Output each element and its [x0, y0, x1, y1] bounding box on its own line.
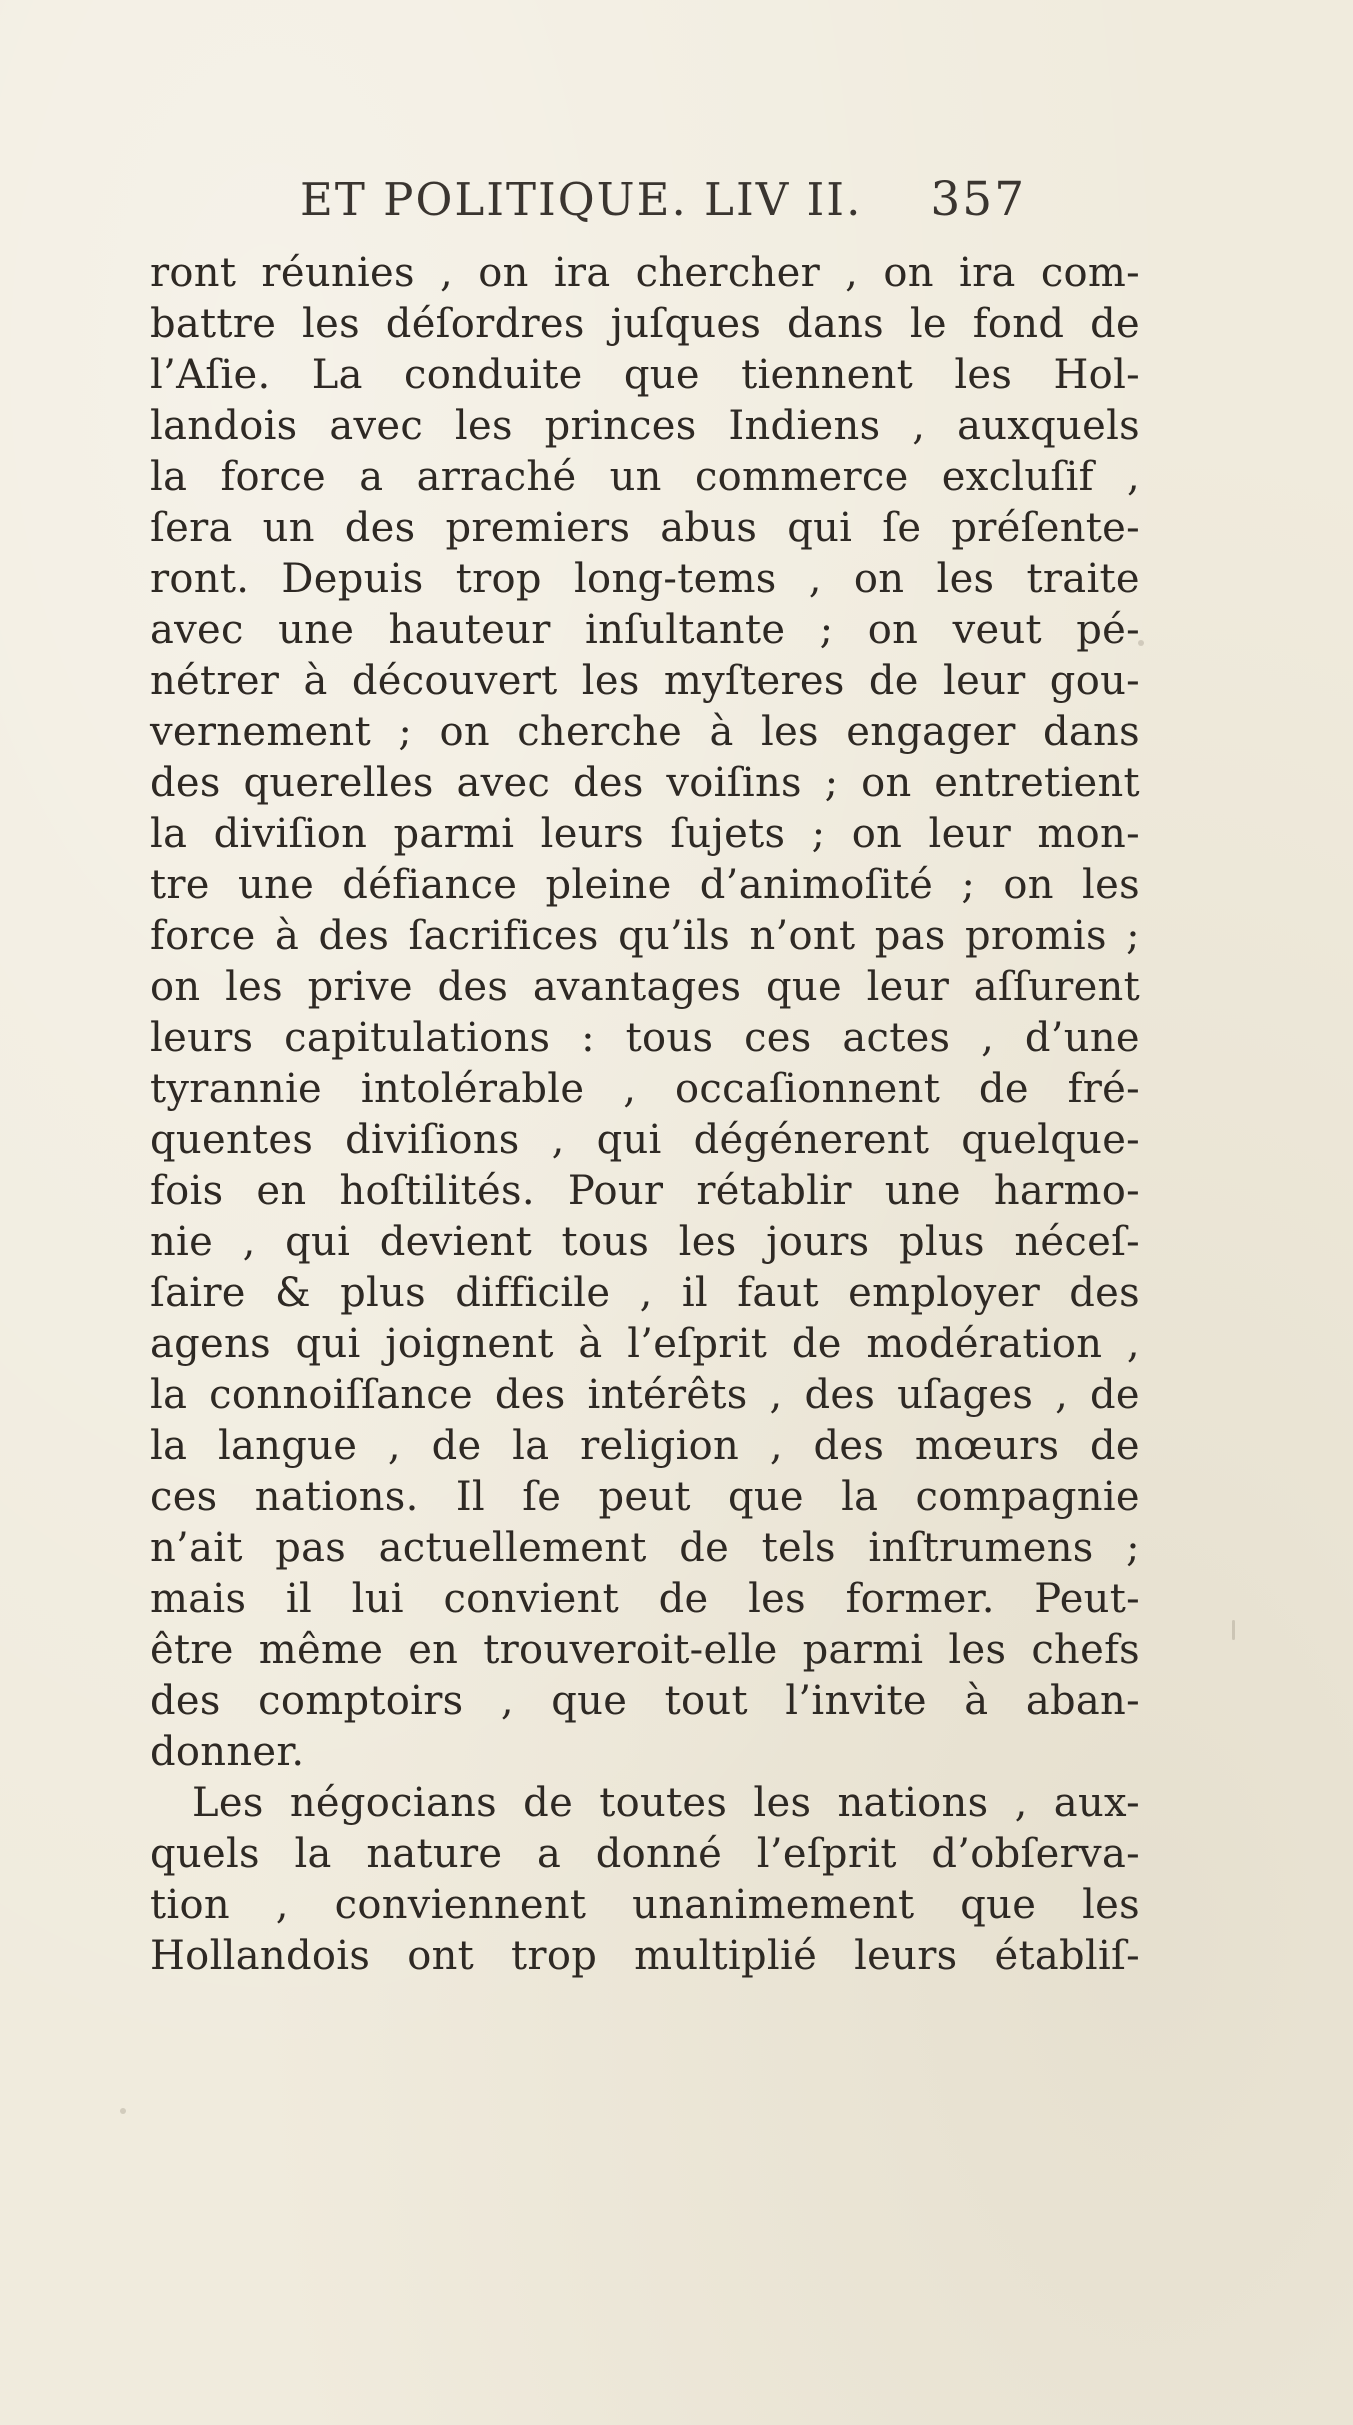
text-line: ſera un des premiers abus qui ſe préſente-: [150, 505, 1140, 551]
text-line: n’ait pas actuellement de tels inſtrumens ;: [150, 1525, 1140, 1571]
text-line: nétrer à découvert les myſteres de leur gou-: [150, 658, 1140, 704]
text-line: des comptoirs , que tout l’invite à aban-: [150, 1678, 1140, 1724]
text-line: la force a arraché un commerce excluſif ,: [150, 454, 1140, 500]
text-line: quentes diviſions , qui dégénerent quelque-: [150, 1117, 1140, 1163]
text-line: Hollandois ont trop multiplié leurs établiſ-: [150, 1933, 1140, 1979]
text-line: avec une hauteur inſultante ; on veut pé-: [150, 607, 1140, 653]
text-line: des querelles avec des voiſins ; on entretient: [150, 760, 1140, 806]
running-title: ET POLITIQUE. LIV II.: [300, 173, 863, 226]
text-line: landois avec les princes Indiens , auxquels: [150, 403, 1140, 449]
text-line: ſaire & plus difficile , il faut employer des: [150, 1270, 1140, 1316]
text-line: force à des ſacrifices qu’ils n’ont pas promis ;: [150, 913, 1140, 959]
text-line: la langue , de la religion , des mœurs de: [150, 1423, 1140, 1469]
paper-speck: [1232, 1620, 1235, 1640]
paper-speck: [1138, 640, 1144, 646]
running-head: [300, 172, 1200, 252]
paper-speck: [120, 2108, 126, 2114]
body-text: [150, 248, 1140, 1982]
text-line: vernement ; on cherche à les engager dans: [150, 709, 1140, 755]
text-line: leurs capitulations : tous ces actes , d’une: [150, 1015, 1140, 1061]
text-line: battre les déſordres juſques dans le fond de: [150, 301, 1140, 347]
text-line: ront réunies , on ira chercher , on ira com-: [150, 250, 1140, 296]
text-line: quels la nature a donné l’eſprit d’obſerva-: [150, 1831, 1140, 1877]
text-line: on les prive des avantages que leur aſſurent: [150, 964, 1140, 1010]
text-line: mais il lui convient de les former. Peut-: [150, 1576, 1140, 1622]
text-line: tyrannie intolérable , occaſionnent de fré-: [150, 1066, 1140, 1112]
text-line: nie , qui devient tous les jours plus néceſ-: [150, 1219, 1140, 1265]
text-line: fois en hoſtilités. Pour rétablir une harmo-: [150, 1168, 1140, 1214]
text-line: l’Aſie. La conduite que tiennent les Hol-: [150, 352, 1140, 398]
text-line: la diviſion parmi leurs ſujets ; on leur mon-: [150, 811, 1140, 857]
text-line: tre une défiance pleine d’animoſité ; on les: [150, 862, 1140, 908]
text-line: agens qui joignent à l’eſprit de modération ,: [150, 1321, 1140, 1367]
text-line: donner.: [150, 1729, 305, 1775]
text-line: Les négocians de toutes les nations , aux-: [192, 1780, 1140, 1826]
page-number: 357: [930, 172, 1027, 227]
text-line: ces nations. Il ſe peut que la compagnie: [150, 1474, 1140, 1520]
text-line: être même en trouveroit-elle parmi les chefs: [150, 1627, 1140, 1673]
text-line: ront. Depuis trop long-tems , on les traite: [150, 556, 1140, 602]
text-line: la connoiſſance des intérêts , des uſages , de: [150, 1372, 1140, 1418]
text-line: tion , conviennent unanimement que les: [150, 1882, 1140, 1928]
